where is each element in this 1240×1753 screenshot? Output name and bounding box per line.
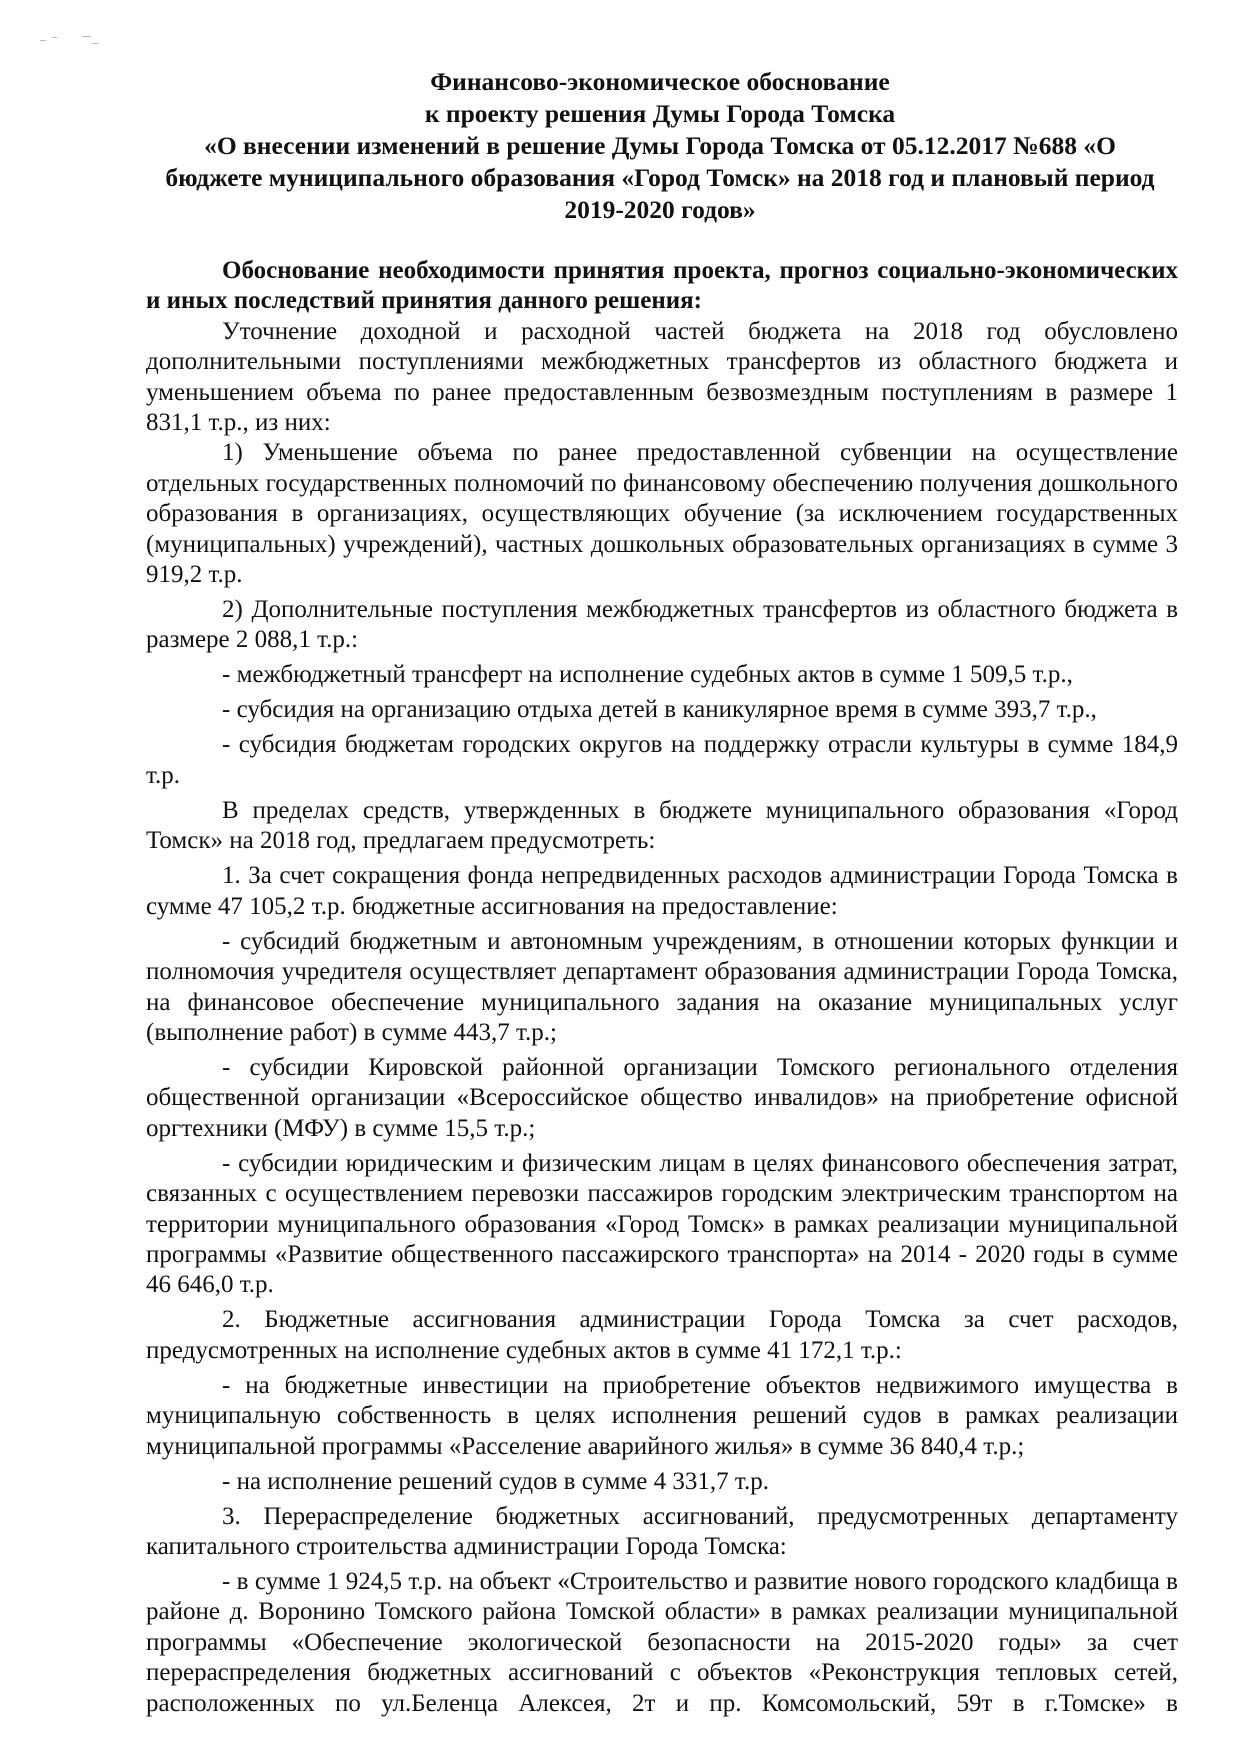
section-heading: Обоснование необходимости принятия проекта, прогноз социально-экономических и иных последствий принятия данного решения: [146, 257, 1178, 315]
list-item: - субсидии юридическим и физическим лицам в целях финансового обеспечения затрат, связанных с осуществлением перевозки пассажиров городским электрическим транспортом на территории муниципального образования «Город Томск» в рамках реализации муниципальной программы «Развитие общественного пассажирского транспорта» на 2014 - 2020 годы в сумме 46 646,0 т.р. [146, 1149, 1178, 1299]
list-item: - субсидия на организацию отдыха детей в каникулярное время в сумме 393,7 т.р., [222, 696, 1097, 724]
list-item: - на исполнение решений судов в сумме 4 331,7 т.р. [222, 1467, 769, 1495]
scan-artifact-mark [40, 34, 110, 48]
title-line-5: 2019-2020 годов» [564, 195, 756, 224]
list-item: - субсидия бюджетам городских округов на поддержку отрасли культуры в сумме 184,9 т.р. [146, 731, 1178, 789]
title-line-4: бюджете муниципального образования «Город Томск» на 2018 год и плановый период [165, 163, 1155, 192]
paragraph: 2) Дополнительные поступления межбюджетных трансфертов из областного бюджета в размере 2 088,1 т.р.: [146, 596, 1178, 654]
paragraph: 1) Уменьшение объема по ранее предоставленной субвенции на осуществление отдельных государственных полномочий по финансовому обеспечению получения дошкольного образования в организациях, осуществляющих обучение (за исключением государственных (муниципальных) учреждений), частных дошкольных образовательных организациях в сумме 3 919,2 т.р. [146, 439, 1178, 589]
title-line-2: к проекту решения Думы Города Томска [424, 99, 896, 128]
paragraph: В пределах средств, утвержденных в бюджете муниципального образования «Город Томск» на 2018 год, предлагаем предусмотреть: [146, 796, 1178, 855]
title-line-3: «О внесении изменений в решение Думы Города Томска от 05.12.2017 №688 «О [204, 131, 1116, 160]
list-item: - субсидии Кировской районной организации Томского регионального отделения общественной организации «Всероссийское общество инвалидов» на приобретение офисной оргтехники (МФУ) в сумме 15,5 т.р.; [146, 1053, 1178, 1142]
list-item: - в сумме 1 924,5 т.р. на объект «Строительство и развитие нового городского кладбища в районе д. Воронино Томского района Томской области» в рамках реализации муниципальной программы «Обеспечение экологической безопасности на 2015-2020 годы» за счет перераспределения бюджетных ассигнований с объектов «Реконструкция тепловых сетей, расположенных по ул.Беленца Алексея, 2т и пр. Комсомольский, 59т в г.Томске» в [146, 1567, 1178, 1717]
list-item: - на бюджетные инвестиции на приобретение объектов недвижимого имущества в муниципальную собственность в целях исполнения решений судов в рамках реализации муниципальной программы «Расселение аварийного жилья» в сумме 36 840,4 т.р.; [146, 1371, 1178, 1460]
paragraph: Уточнение доходной и расходной частей бюджета на 2018 год обусловлено дополнительными поступлениями межбюджетных трансфертов из областного бюджета и уменьшением объема по ранее предоставленным безвозмездным поступлениям в размере 1 831,1 т.р., из них: [146, 317, 1178, 437]
paragraph: 3. Перераспределение бюджетных ассигнований, предусмотренных департаменту капитального строительства администрации Города Томска: [146, 1502, 1178, 1560]
document-body [146, 256, 1178, 1719]
paragraph: 2. Бюджетные ассигнования администрации Города Томска за счет расходов, предусмотренных на исполнение судебных актов в сумме 41 172,1 т.р.: [146, 1306, 1178, 1364]
list-item: - субсидий бюджетным и автономным учреждениям, в отношении которых функции и полномочия учредителя осуществляет департамент образования администрации Города Томска, на финансовое обеспечение муниципального задания на оказание муниципальных услуг (выполнение работ) в сумме 443,7 т.р.; [146, 927, 1178, 1046]
paragraph: 1. За счет сокращения фонда непредвиденных расходов администрации Города Томска в сумме 47 105,2 т.р. бюджетные ассигнования на предоставление: [146, 862, 1178, 920]
title-line-1: Финансово-экономическое обоснование [430, 67, 890, 96]
document-title [140, 66, 1180, 226]
list-item: - межбюджетный трансферт на исполнение судебных актов в сумме 1 509,5 т.р., [222, 661, 1073, 689]
